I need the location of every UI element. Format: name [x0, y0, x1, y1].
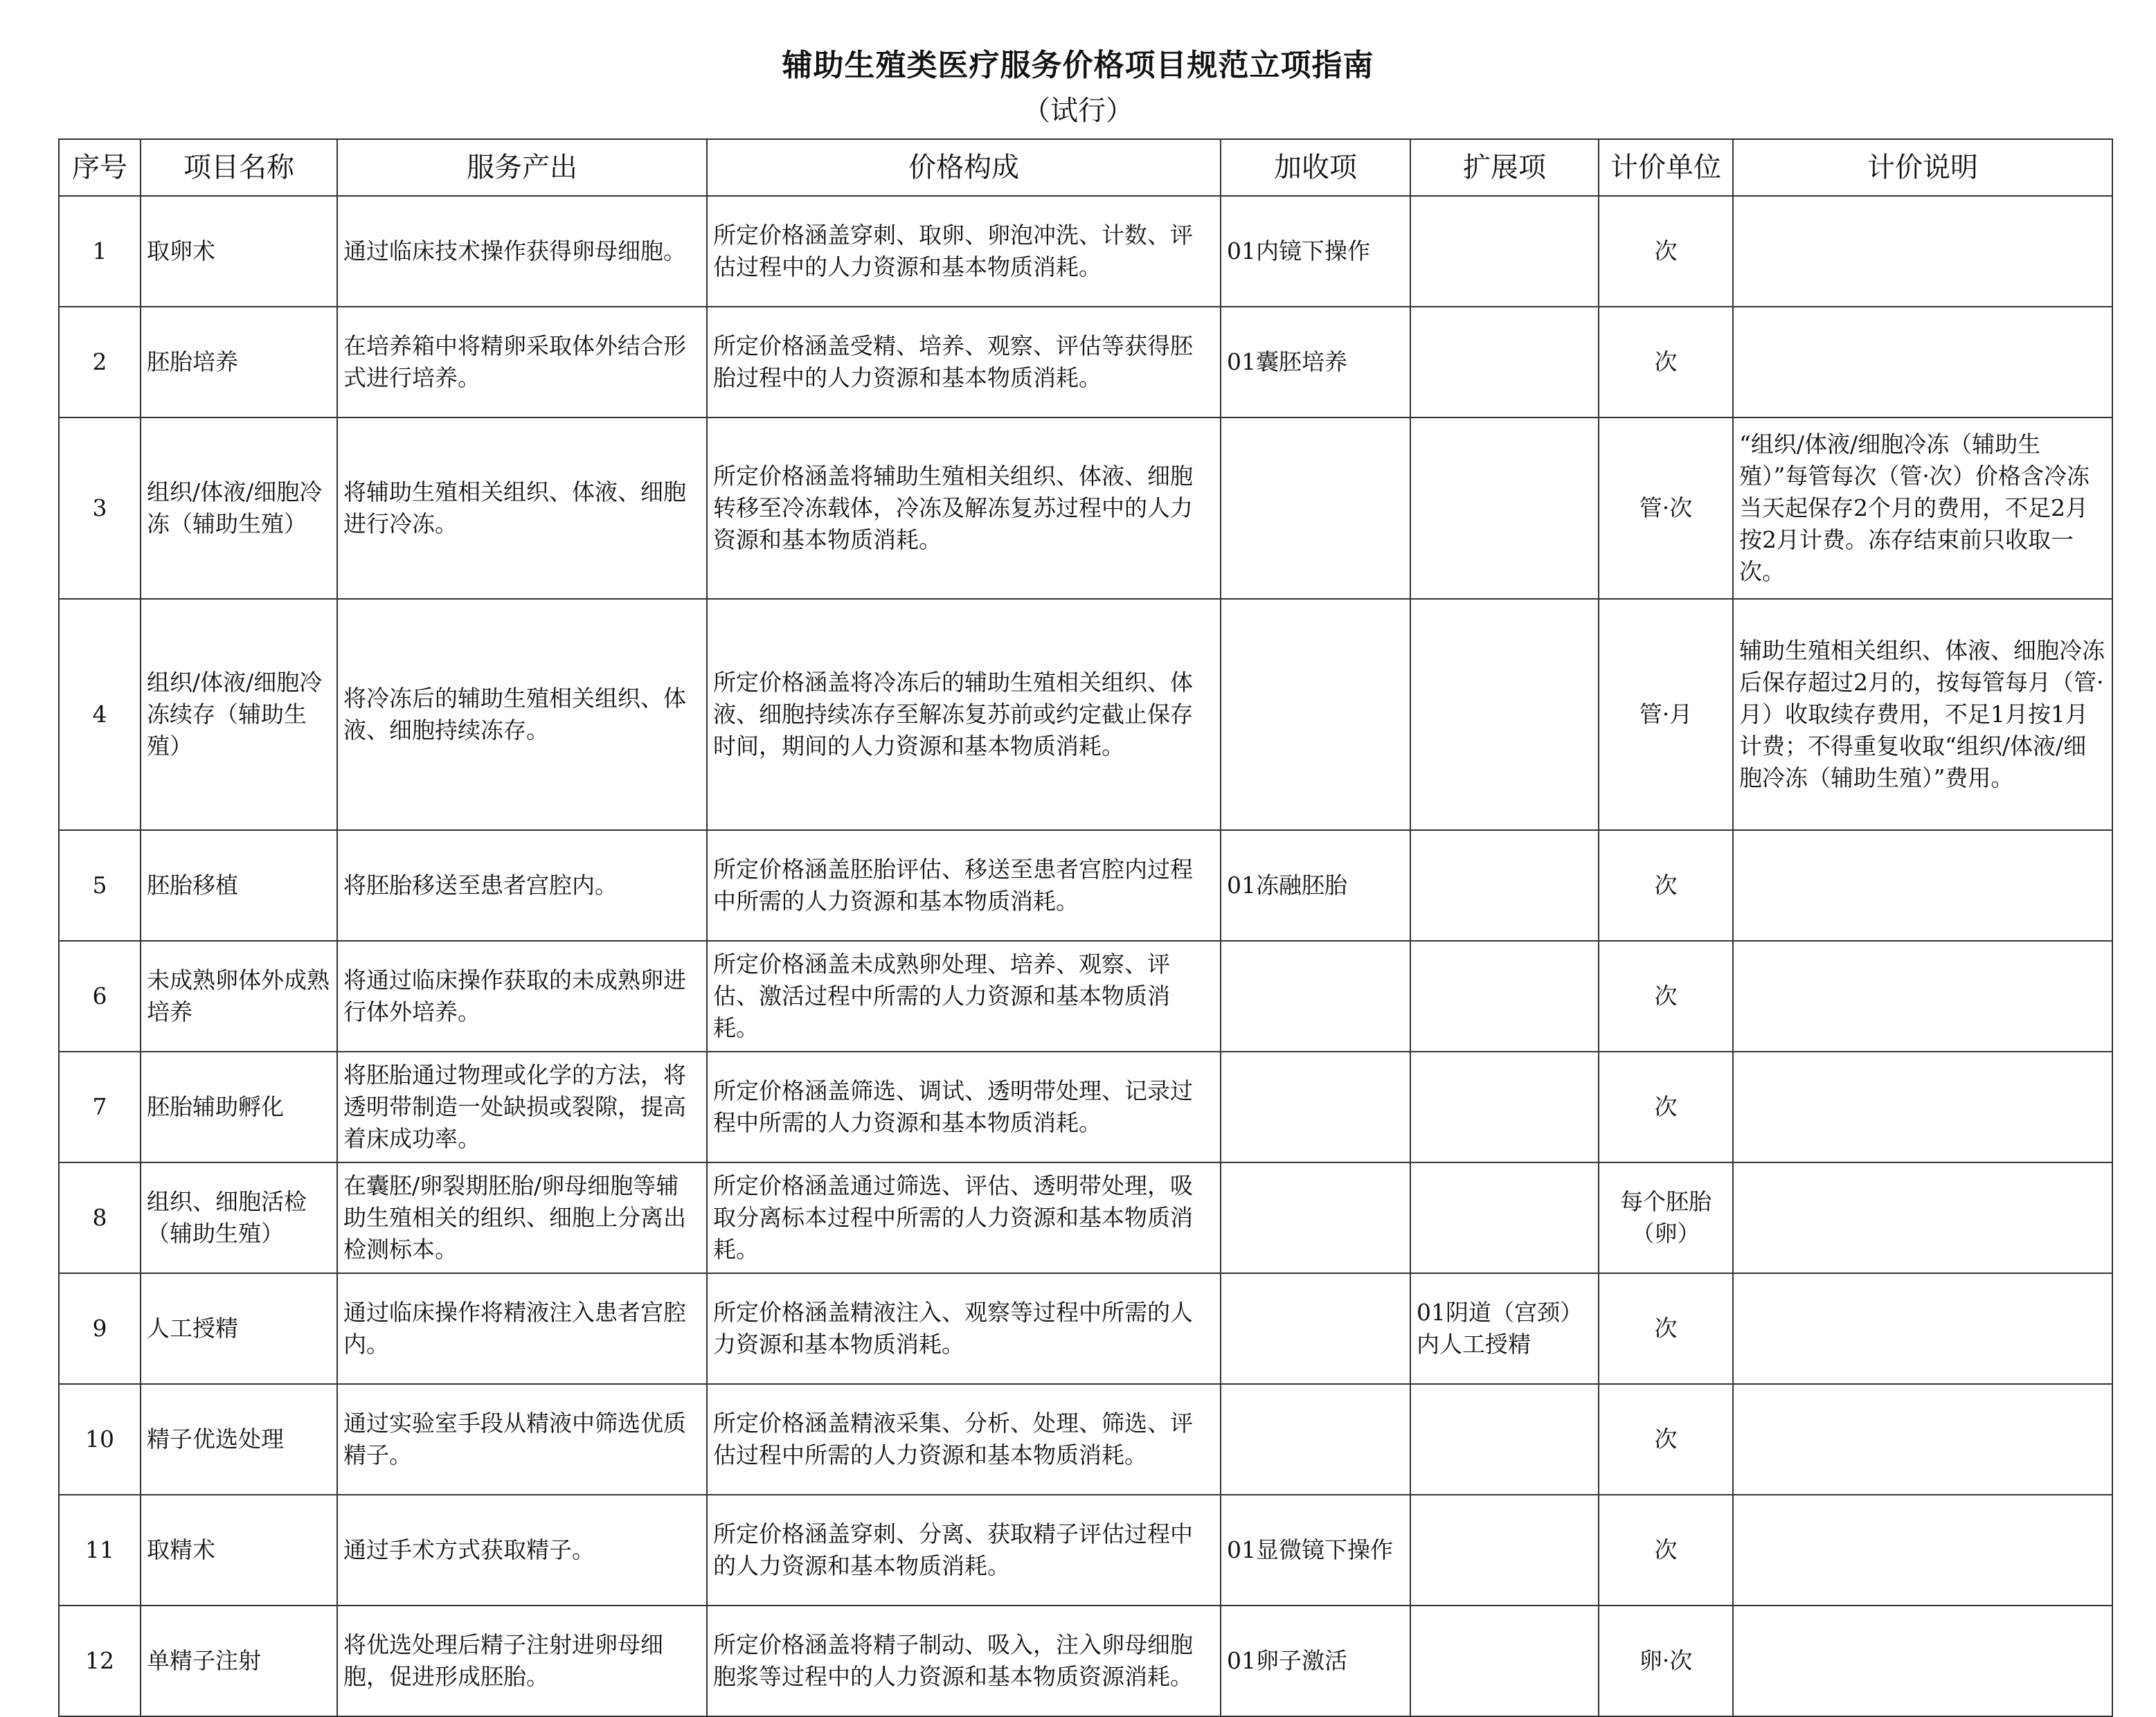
cell-no: 3: [59, 417, 141, 599]
header-no: 序号: [59, 139, 141, 196]
header-surcharge: 加收项: [1221, 139, 1410, 196]
table-row: [59, 1384, 2112, 1495]
cell-pricing-note: “组织/体液/细胞冷冻（辅助生殖）”每管每次（管·次）价格含冷冻当天起保存2个月的费用，不足2月按2月计费。冻存结束前只收取一次。: [1733, 417, 2112, 599]
cell-price-composition: 所定价格涵盖穿刺、取卵、卵泡冲洗、计数、评估过程中的人力资源和基本物质消耗。: [707, 196, 1221, 307]
table-row: [59, 1162, 2112, 1273]
cell-pricing-note: [1733, 941, 2112, 1052]
cell-item-name: 人工授精: [141, 1273, 337, 1384]
table-row: [59, 417, 2112, 599]
table-row: [59, 599, 2112, 830]
cell-pricing-unit: 管·月: [1599, 599, 1733, 830]
table-row: [59, 307, 2112, 417]
cell-service-output: 将冷冻后的辅助生殖相关组织、体液、细胞持续冻存。: [337, 599, 707, 830]
header-pricing-unit: 计价单位: [1599, 139, 1733, 196]
header-extension: 扩展项: [1410, 139, 1599, 196]
cell-price-composition: 所定价格涵盖将精子制动、吸入，注入卵母细胞胞浆等过程中的人力资源和基本物质资源消耗。: [707, 1606, 1221, 1716]
cell-price-composition: 所定价格涵盖胚胎评估、移送至患者宫腔内过程中所需的人力资源和基本物质消耗。: [707, 830, 1221, 941]
cell-pricing-unit: 卵·次: [1599, 1606, 1733, 1716]
cell-price-composition: 所定价格涵盖穿刺、分离、获取精子评估过程中的人力资源和基本物质消耗。: [707, 1495, 1221, 1606]
cell-item-name: 未成熟卵体外成熟培养: [141, 941, 337, 1052]
cell-surcharge: 01冻融胚胎: [1221, 830, 1410, 941]
cell-pricing-unit: 管·次: [1599, 417, 1733, 599]
cell-item-name: 胚胎培养: [141, 307, 337, 417]
table-body: [59, 196, 2112, 1716]
cell-surcharge: 01内镜下操作: [1221, 196, 1410, 307]
page-title: 辅助生殖类医疗服务价格项目规范立项指南: [782, 48, 1374, 83]
header-price-composition: 价格构成: [707, 139, 1221, 196]
cell-surcharge: 01囊胚培养: [1221, 307, 1410, 417]
cell-pricing-note: 辅助生殖相关组织、体液、细胞冷冻后保存超过2月的，按每管每月（管·月）收取续存费用，不足1月按1月计费；不得重复收取“组织/体液/细胞冷冻（辅助生殖）”费用。: [1733, 599, 2112, 830]
cell-item-name: 组织、细胞活检（辅助生殖）: [141, 1162, 337, 1273]
cell-no: 1: [59, 196, 141, 307]
cell-service-output: 在囊胚/卵裂期胚胎/卵母细胞等辅助生殖相关的组织、细胞上分离出检测标本。: [337, 1162, 707, 1273]
cell-item-name: 组织/体液/细胞冷冻续存（辅助生殖）: [141, 599, 337, 830]
cell-price-composition: 所定价格涵盖通过筛选、评估、透明带处理，吸取分离标本过程中所需的人力资源和基本物质消耗。: [707, 1162, 1221, 1273]
cell-pricing-note: [1733, 1162, 2112, 1273]
price-item-table: [58, 138, 2113, 1717]
cell-pricing-unit: 次: [1599, 307, 1733, 417]
cell-surcharge: [1221, 1273, 1410, 1384]
cell-pricing-unit: 次: [1599, 1052, 1733, 1162]
cell-extension: [1410, 941, 1599, 1052]
cell-item-name: 取精术: [141, 1495, 337, 1606]
cell-item-name: 取卵术: [141, 196, 337, 307]
cell-item-name: 胚胎移植: [141, 830, 337, 941]
cell-surcharge: 01显微镜下操作: [1221, 1495, 1410, 1606]
cell-pricing-unit: 次: [1599, 196, 1733, 307]
cell-price-composition: 所定价格涵盖将冷冻后的辅助生殖相关组织、体液、细胞持续冻存至解冻复苏前或约定截止保存时间，期间的人力资源和基本物质消耗。: [707, 599, 1221, 830]
cell-extension: [1410, 1052, 1599, 1162]
cell-no: 2: [59, 307, 141, 417]
cell-surcharge: [1221, 599, 1410, 830]
cell-surcharge: [1221, 941, 1410, 1052]
cell-service-output: 通过手术方式获取精子。: [337, 1495, 707, 1606]
cell-pricing-unit: 次: [1599, 1273, 1733, 1384]
table-row: [59, 830, 2112, 941]
cell-no: 11: [59, 1495, 141, 1606]
cell-service-output: 将辅助生殖相关组织、体液、细胞进行冷冻。: [337, 417, 707, 599]
cell-service-output: 在培养箱中将精卵采取体外结合形式进行培养。: [337, 307, 707, 417]
cell-pricing-note: [1733, 196, 2112, 307]
cell-pricing-unit: 次: [1599, 1384, 1733, 1495]
table-row: [59, 1273, 2112, 1384]
cell-service-output: 通过实验室手段从精液中筛选优质精子。: [337, 1384, 707, 1495]
cell-no: 6: [59, 941, 141, 1052]
cell-extension: [1410, 307, 1599, 417]
table-row: [59, 196, 2112, 307]
cell-price-composition: 所定价格涵盖精液采集、分析、处理、筛选、评估过程中所需的人力资源和基本物质消耗。: [707, 1384, 1221, 1495]
cell-extension: 01阴道（宫颈）内人工授精: [1410, 1273, 1599, 1384]
table-header-row: [59, 139, 2112, 196]
cell-pricing-unit: 每个胚胎（卵）: [1599, 1162, 1733, 1273]
cell-pricing-note: [1733, 1273, 2112, 1384]
cell-pricing-unit: 次: [1599, 1495, 1733, 1606]
cell-no: 7: [59, 1052, 141, 1162]
cell-pricing-unit: 次: [1599, 830, 1733, 941]
cell-surcharge: [1221, 1052, 1410, 1162]
cell-service-output: 通过临床操作将精液注入患者宫腔内。: [337, 1273, 707, 1384]
header-pricing-note: 计价说明: [1733, 139, 2112, 196]
cell-pricing-note: [1733, 1606, 2112, 1716]
header-item-name: 项目名称: [141, 139, 337, 196]
cell-extension: [1410, 196, 1599, 307]
cell-service-output: 通过临床技术操作获得卵母细胞。: [337, 196, 707, 307]
cell-item-name: 单精子注射: [141, 1606, 337, 1716]
cell-price-composition: 所定价格涵盖未成熟卵处理、培养、观察、评估、激活过程中所需的人力资源和基本物质消耗。: [707, 941, 1221, 1052]
cell-extension: [1410, 1162, 1599, 1273]
cell-service-output: 将胚胎移送至患者宫腔内。: [337, 830, 707, 941]
table-row: [59, 1606, 2112, 1716]
cell-extension: [1410, 599, 1599, 830]
cell-price-composition: 所定价格涵盖筛选、调试、透明带处理、记录过程中所需的人力资源和基本物质消耗。: [707, 1052, 1221, 1162]
cell-item-name: 组织/体液/细胞冷冻（辅助生殖）: [141, 417, 337, 599]
cell-pricing-note: [1733, 1052, 2112, 1162]
cell-pricing-note: [1733, 830, 2112, 941]
cell-surcharge: 01卵子激活: [1221, 1606, 1410, 1716]
cell-no: 8: [59, 1162, 141, 1273]
cell-price-composition: 所定价格涵盖将辅助生殖相关组织、体液、细胞转移至冷冻载体，冷冻及解冻复苏过程中的人力资源和基本物质消耗。: [707, 417, 1221, 599]
cell-price-composition: 所定价格涵盖受精、培养、观察、评估等获得胚胎过程中的人力资源和基本物质消耗。: [707, 307, 1221, 417]
cell-no: 9: [59, 1273, 141, 1384]
cell-pricing-note: [1733, 1495, 2112, 1606]
cell-extension: [1410, 1384, 1599, 1495]
cell-pricing-note: [1733, 307, 2112, 417]
cell-item-name: 精子优选处理: [141, 1384, 337, 1495]
cell-item-name: 胚胎辅助孵化: [141, 1052, 337, 1162]
cell-extension: [1410, 830, 1599, 941]
cell-extension: [1410, 1606, 1599, 1716]
cell-no: 5: [59, 830, 141, 941]
cell-surcharge: [1221, 417, 1410, 599]
table-row: [59, 941, 2112, 1052]
cell-service-output: 将优选处理后精子注射进卵母细胞，促进形成胚胎。: [337, 1606, 707, 1716]
cell-no: 10: [59, 1384, 141, 1495]
cell-pricing-unit: 次: [1599, 941, 1733, 1052]
cell-extension: [1410, 1495, 1599, 1606]
cell-extension: [1410, 417, 1599, 599]
cell-surcharge: [1221, 1384, 1410, 1495]
cell-service-output: 将胚胎通过物理或化学的方法，将透明带制造一处缺损或裂隙，提高着床成功率。: [337, 1052, 707, 1162]
cell-no: 12: [59, 1606, 141, 1716]
cell-price-composition: 所定价格涵盖精液注入、观察等过程中所需的人力资源和基本物质消耗。: [707, 1273, 1221, 1384]
page-subtitle: （试行）: [1023, 95, 1133, 127]
table-row: [59, 1052, 2112, 1162]
cell-no: 4: [59, 599, 141, 830]
cell-service-output: 将通过临床操作获取的未成熟卵进行体外培养。: [337, 941, 707, 1052]
table-row: [59, 1495, 2112, 1606]
cell-pricing-note: [1733, 1384, 2112, 1495]
header-service-output: 服务产出: [337, 139, 707, 196]
cell-surcharge: [1221, 1162, 1410, 1273]
